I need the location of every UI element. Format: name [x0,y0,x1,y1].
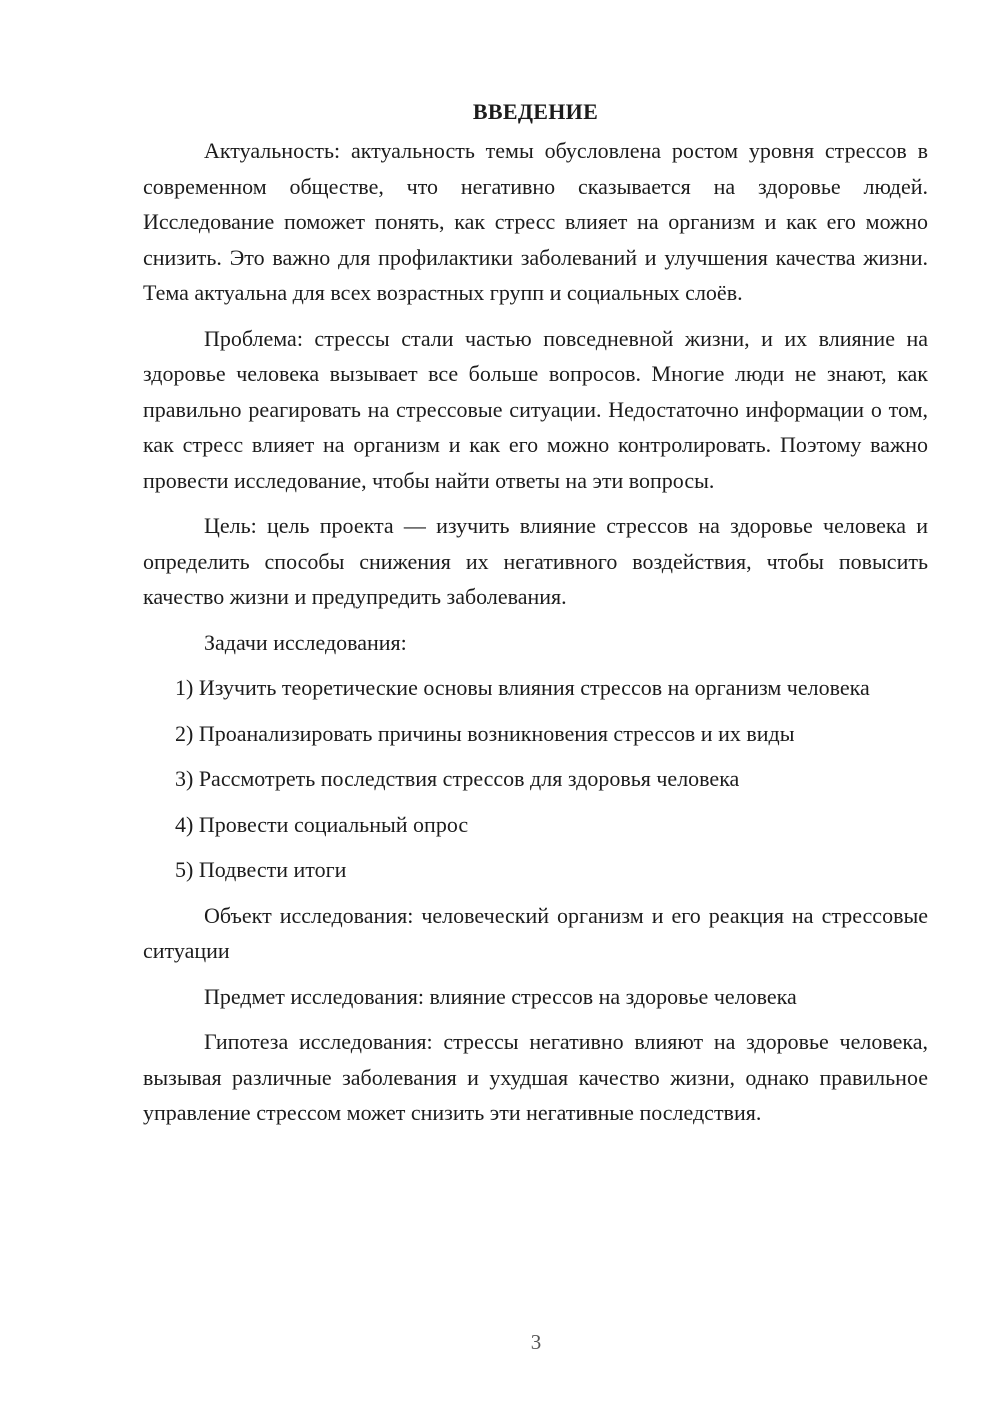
paragraph-goal: Цель: цель проекта — изучить влияние стрессов на здоровье человека и определить способы снижения их негативного воздействия, чтобы повысить качество жизни и предупредить заболевания. [143,513,928,609]
list-item: 5) Подвести итоги [175,857,347,882]
list-item: 3) Рассмотреть последствия стрессов для здоровья человека [175,766,740,791]
tasks-list [143,670,928,888]
paragraph-object: Объект исследования: человеческий организм и его реакция на стрессовые ситуации [143,902,928,963]
page-number: 3 [530,1330,542,1354]
paragraph-hypothesis: Гипотеза исследования: стрессы негативно влияют на здоровье человека, вызывая различные заболевания и ухудшая качество жизни, однако правильное управление стрессом может снизить эти негативные последствия. [143,1029,928,1125]
paragraph-subject: Предмет исследования: влияние стрессов на здоровье человека [204,983,797,1009]
page-content [143,94,928,1141]
paragraph-problem: Проблема: стрессы стали частью повседневной жизни, и их влияние на здоровье человека вызывает все больше вопросов. Многие люди не знают, как правильно реагировать на стрессовые ситуации. Недостаточно информации о том, как стресс влияет на организм и как его можно контролировать. Поэтому важно провести исследование, чтобы найти ответы на эти вопросы. [143,325,928,493]
paragraph-relevance: Актуальность: актуальность темы обусловлена ростом уровня стрессов в современном обществе, что негативно сказывается на здоровье людей. Исследование поможет понять, как стресс влияет на организм и как его можно снизить. Это важно для профилактики заболеваний и улучшения качества жизни. Тема актуальна для всех возрастных групп и социальных слоёв. [143,138,928,305]
list-item: 1) Изучить теоретические основы влияния стрессов на организм человека [175,675,870,700]
page-heading: ВВЕДЕНИЕ [472,99,599,124]
list-item: 2) Проанализировать причины возникновения стрессов и их виды [175,720,795,746]
list-item: 4) Провести социальный опрос [175,811,469,837]
tasks-title: Задачи исследования: [204,629,407,655]
